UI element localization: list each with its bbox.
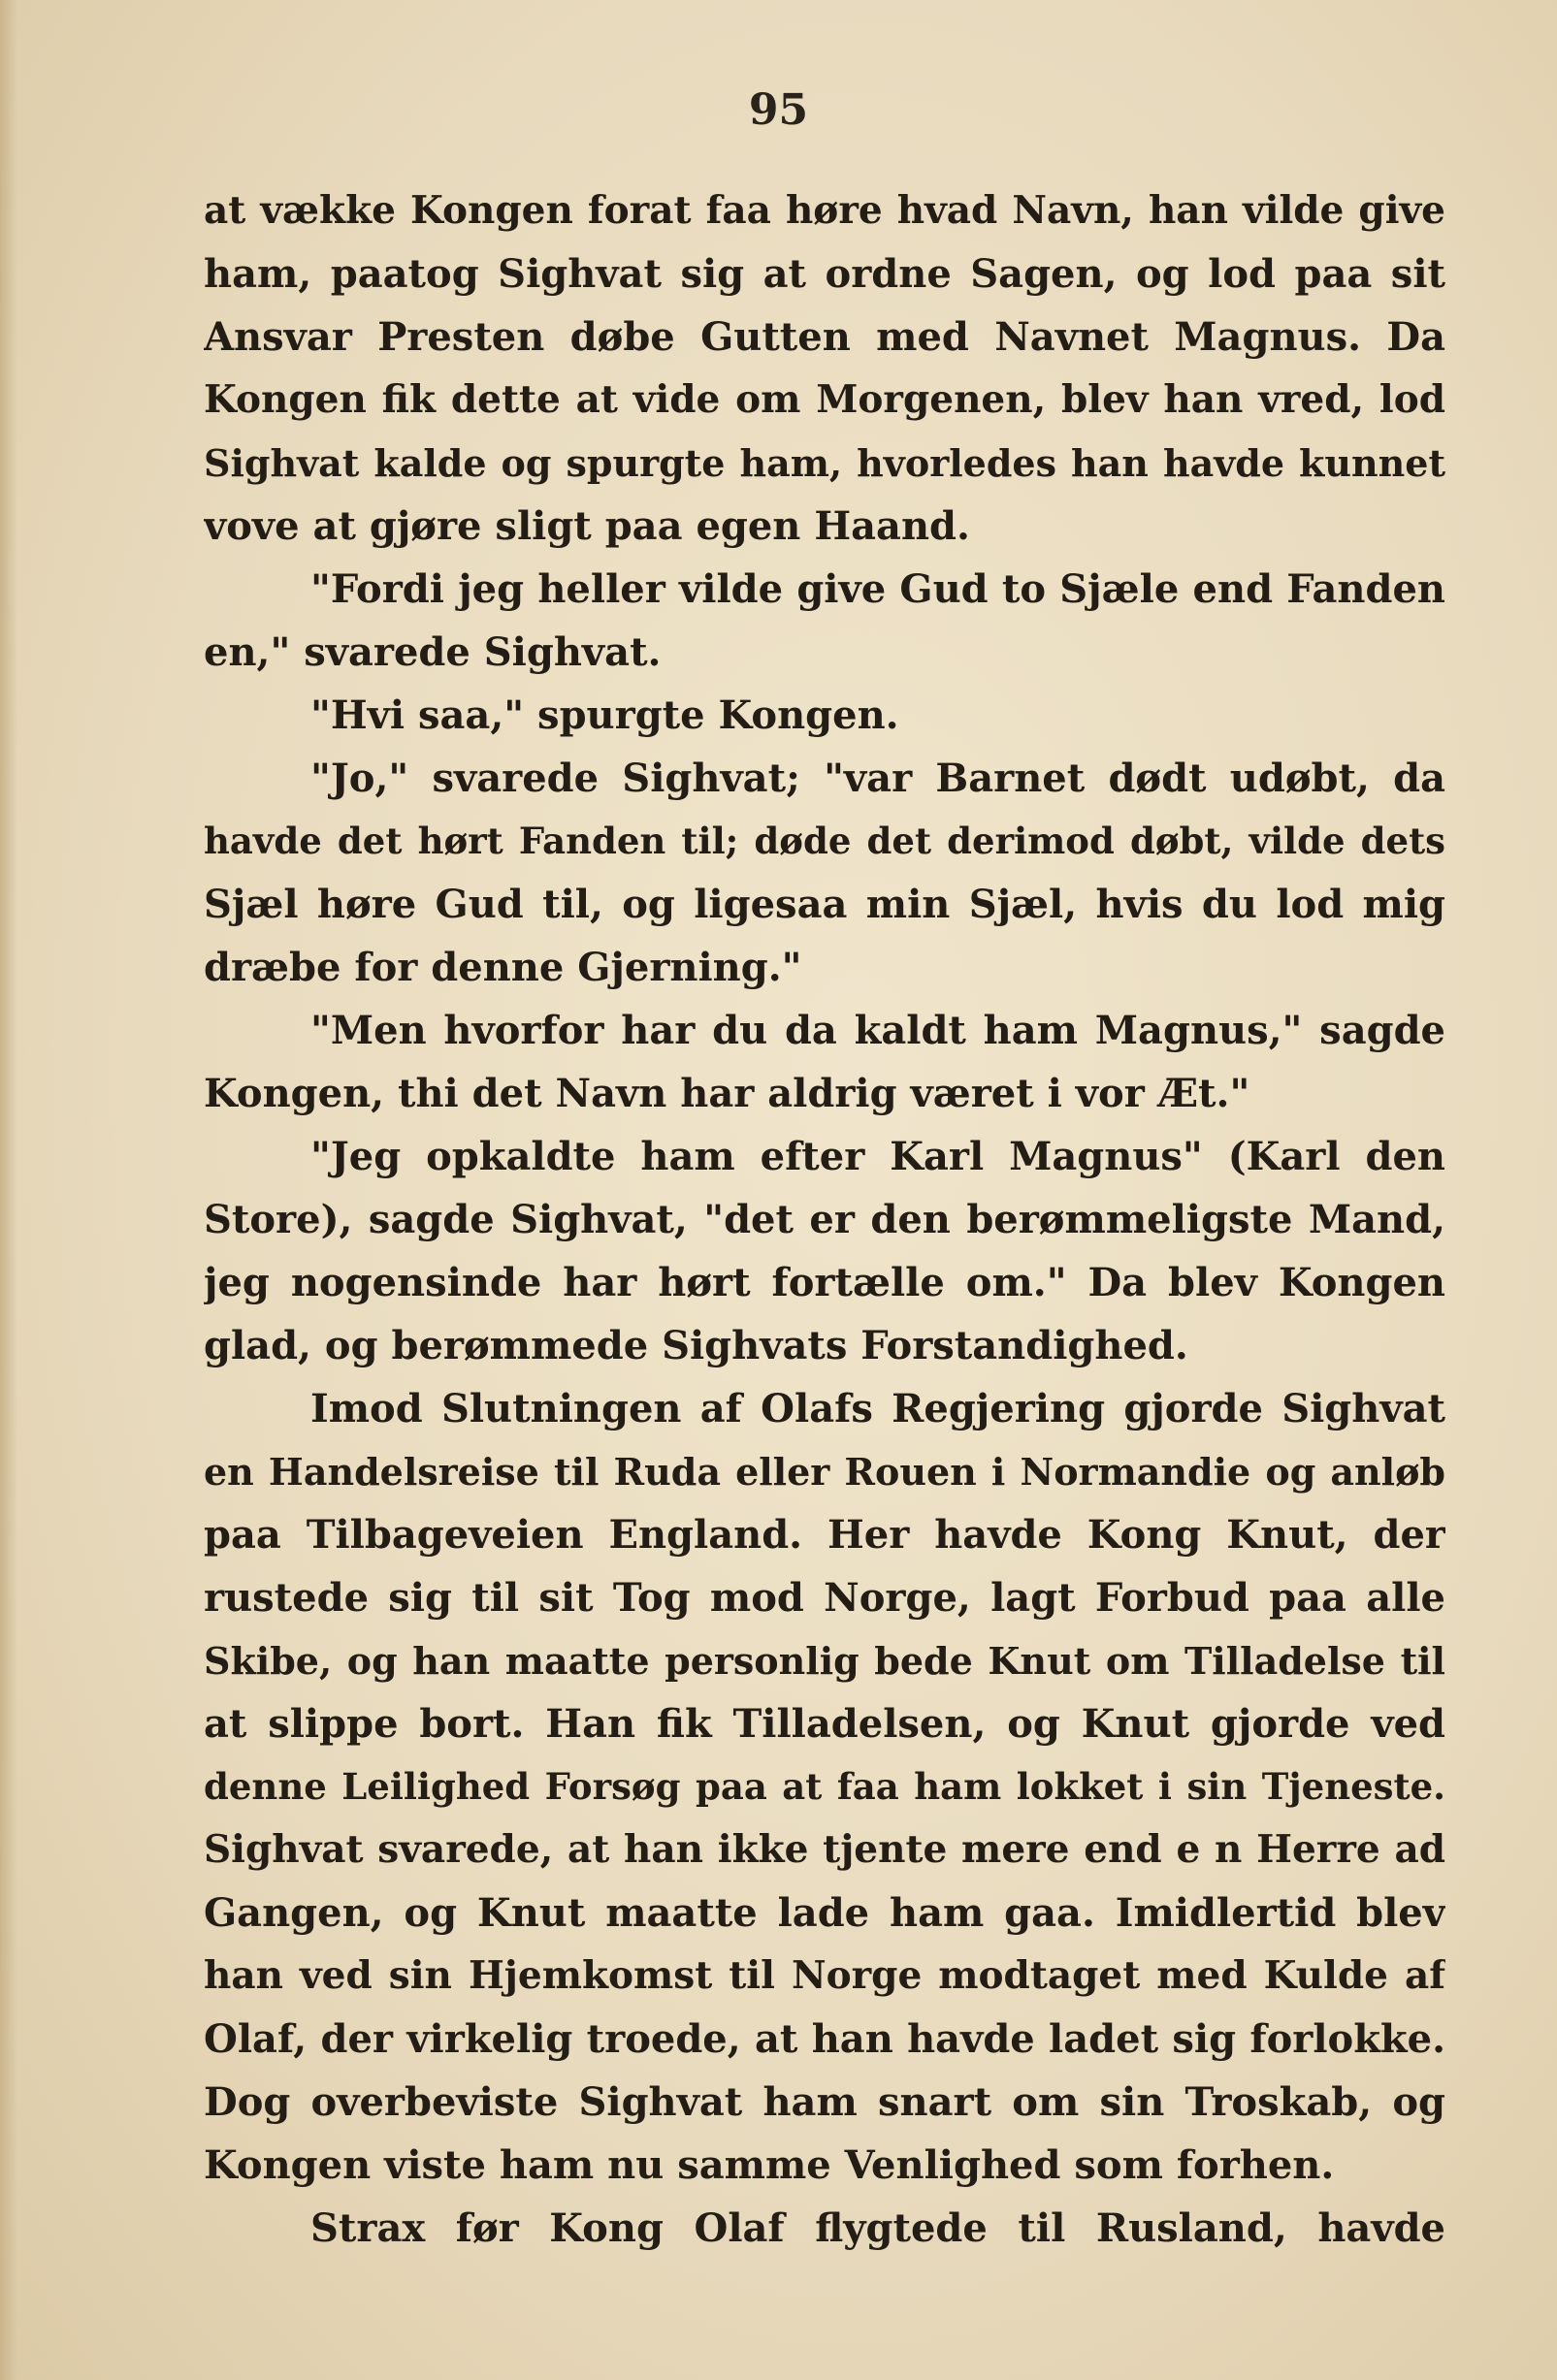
text-line: Sjæl høre Gud til, og ligesaa min Sjæl, hvis du lod mig (204, 882, 1445, 927)
text-line: at vække Kongen forat faa høre hvad Navn, han vilde give (204, 188, 1445, 233)
text-line: en," svarede Sighvat. (204, 629, 662, 675)
text-line: "Jo," svarede Sighvat; "var Barnet dødt udøbt, da (310, 756, 1445, 801)
text-line: han ved sin Hjemkomst til Norge modtaget med Kulde af (204, 1953, 1445, 1998)
text-line: ham, paatog Sighvat sig at ordne Sagen, og lod paa sit (204, 251, 1445, 297)
text-line: Sighvat svarede, at han ikke tjente mere end e n Herre ad (204, 1827, 1445, 1872)
text-line: en Handelsreise til Ruda eller Rouen i Normandie og anløb (204, 1450, 1445, 1494)
text-line: "Hvi saa," spurgte Kongen. (310, 692, 899, 738)
text-line: jeg nogensinde har hørt fortælle om." Da blev Kongen (204, 1260, 1445, 1305)
text-line: "Jeg opkaldte ham efter Karl Magnus" (Karl den (310, 1134, 1445, 1179)
text-line: "Men hvorfor har du da kaldt ham Magnus," sagde (310, 1008, 1445, 1053)
text-line: Kongen fik dette at vide om Morgenen, blev han vred, lod (204, 377, 1445, 422)
body-text (204, 179, 1445, 2260)
text-line: Store), sagde Sighvat, "det er den berømmeligste Mand, (204, 1197, 1445, 1242)
text-line: Gangen, og Knut maatte lade ham gaa. Imidlertid blev (204, 1890, 1445, 1936)
text-line: Ansvar Presten døbe Gutten med Navnet Magnus. Da (204, 314, 1445, 360)
page-number: 95 (748, 85, 809, 135)
text-line: denne Leilighed Forsøg paa at faa ham lokket i sin Tjeneste. (204, 1765, 1445, 1808)
page-binding-edge (0, 0, 17, 2380)
text-line: havde det hørt Fanden til; døde det derimod døbt, vilde dets (204, 820, 1445, 862)
text-line: paa Tilbageveien England. Her havde Kong Knut, der (204, 1512, 1445, 1558)
text-line: Dog overbeviste Sighvat ham snart om sin Troskab, og (204, 2079, 1445, 2125)
text-line: Sighvat kalde og spurgte ham, hvorledes han havde kunnet (204, 441, 1445, 485)
text-line: Kongen, thi det Navn har aldrig været i vor Æt." (204, 1071, 1250, 1116)
text-line: Skibe, og han maatte personlig bede Knut om Tilladelse til (204, 1639, 1445, 1683)
text-line: dræbe for denne Gjerning." (204, 945, 802, 990)
text-line: rustede sig til sit Tog mod Norge, lagt Forbud paa alle (204, 1575, 1445, 1621)
text-line: Kongen viste ham nu samme Venlighed som forhen. (204, 2142, 1335, 2188)
text-line: vove at gjøre sligt paa egen Haand. (204, 503, 970, 549)
text-line: Strax før Kong Olaf flygtede til Rusland, havde (310, 2205, 1445, 2251)
text-line: Imod Slutningen af Olafs Regjering gjorde Sighvat (310, 1386, 1445, 1431)
text-line: glad, og berømmede Sighvats Forstandighed. (204, 1323, 1188, 1368)
text-line: "Fordi jeg heller vilde give Gud to Sjæle end Fanden (310, 566, 1445, 612)
text-line: at slippe bort. Han fik Tilladelsen, og Knut gjorde ved (204, 1701, 1445, 1747)
text-line: Olaf, der virkelig troede, at han havde ladet sig forlokke. (204, 2016, 1445, 2062)
